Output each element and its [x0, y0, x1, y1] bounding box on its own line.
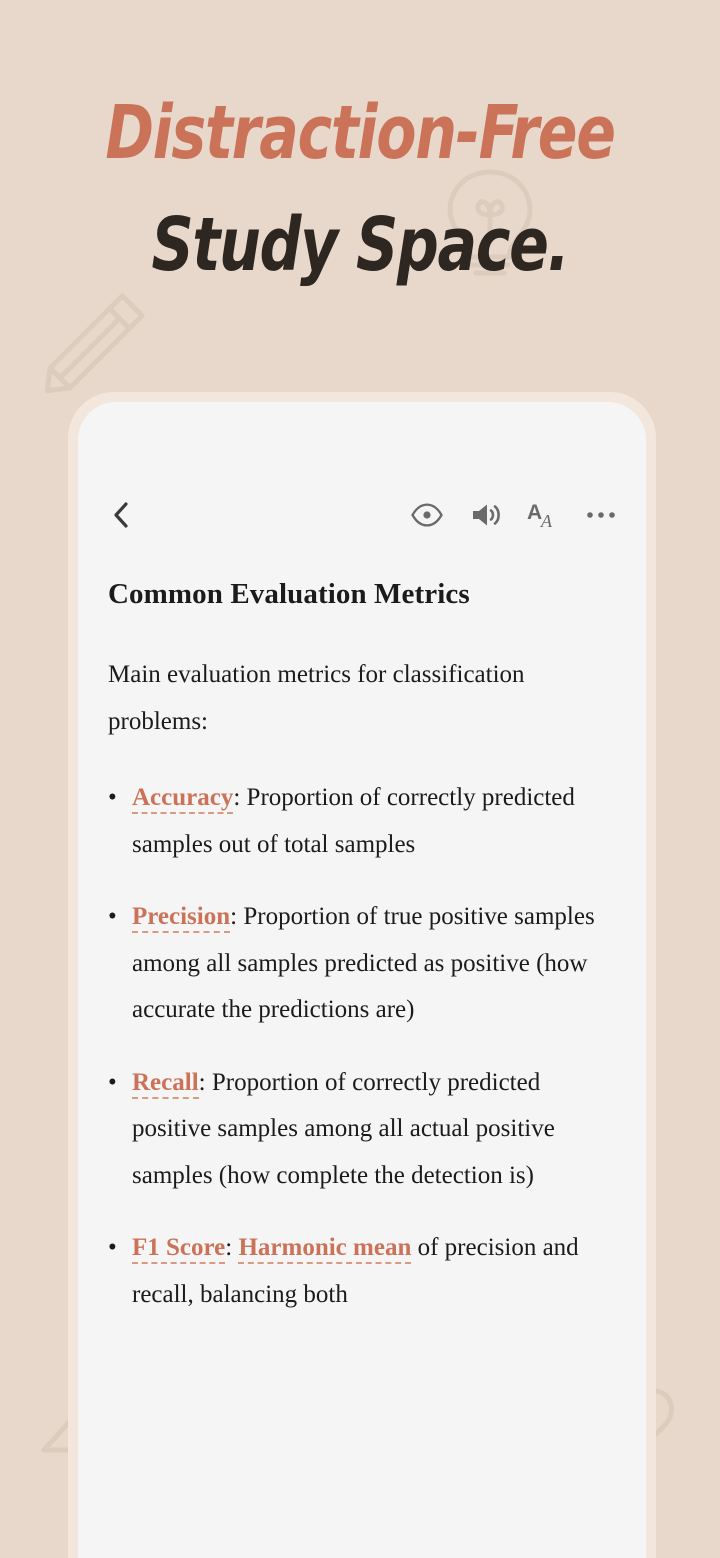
- metric-term[interactable]: F1 Score: [132, 1234, 225, 1264]
- list-item: [108, 1060, 616, 1200]
- metric-separator: :: [233, 784, 247, 812]
- metric-separator: :: [230, 903, 244, 931]
- metric-list: [108, 775, 616, 1318]
- svg-text:A: A: [541, 511, 552, 530]
- metric-term[interactable]: Accuracy: [132, 784, 233, 814]
- metric-description: Proportion of correctly predicted positive samples among all actual positive samples (how complete the detection is): [132, 1068, 555, 1189]
- phone-mockup: [68, 392, 656, 1558]
- hero-line-1: Distraction-Free: [105, 90, 615, 176]
- list-item: [108, 894, 616, 1034]
- metric-description: of precision and recall, balancing both: [132, 1234, 579, 1308]
- hero-line-2: Study Space.: [151, 202, 569, 288]
- speaker-icon[interactable]: [462, 492, 508, 538]
- back-chevron-icon[interactable]: [98, 492, 144, 538]
- font-size-aa-icon[interactable]: [520, 492, 566, 538]
- article-intro: Main evaluation metrics for classification problems:: [108, 661, 525, 735]
- metric-separator: :: [225, 1234, 239, 1262]
- article-body: [78, 576, 646, 1318]
- list-item: [108, 775, 616, 868]
- phone-screen: [78, 402, 646, 1558]
- metric-separator: :: [198, 1068, 212, 1096]
- eye-icon[interactable]: [404, 492, 450, 538]
- svg-text:A: A: [527, 501, 543, 524]
- hero-headline: [0, 90, 720, 288]
- pencil-doodle: [34, 292, 154, 397]
- article-title: Common Evaluation Metrics: [108, 578, 470, 610]
- metric-term[interactable]: Precision: [132, 903, 230, 933]
- metric-term[interactable]: Recall: [132, 1069, 199, 1099]
- list-item: [108, 1225, 616, 1318]
- metric-term-secondary[interactable]: Harmonic mean: [238, 1234, 411, 1264]
- reader-toolbar: [78, 478, 646, 552]
- more-options-icon[interactable]: [578, 492, 624, 538]
- metric-description: Proportion of correctly predicted samples out of total samples: [132, 784, 575, 858]
- metric-description: Proportion of true positive samples among all samples predicted as positive (how accurate the predictions are): [132, 903, 595, 1024]
